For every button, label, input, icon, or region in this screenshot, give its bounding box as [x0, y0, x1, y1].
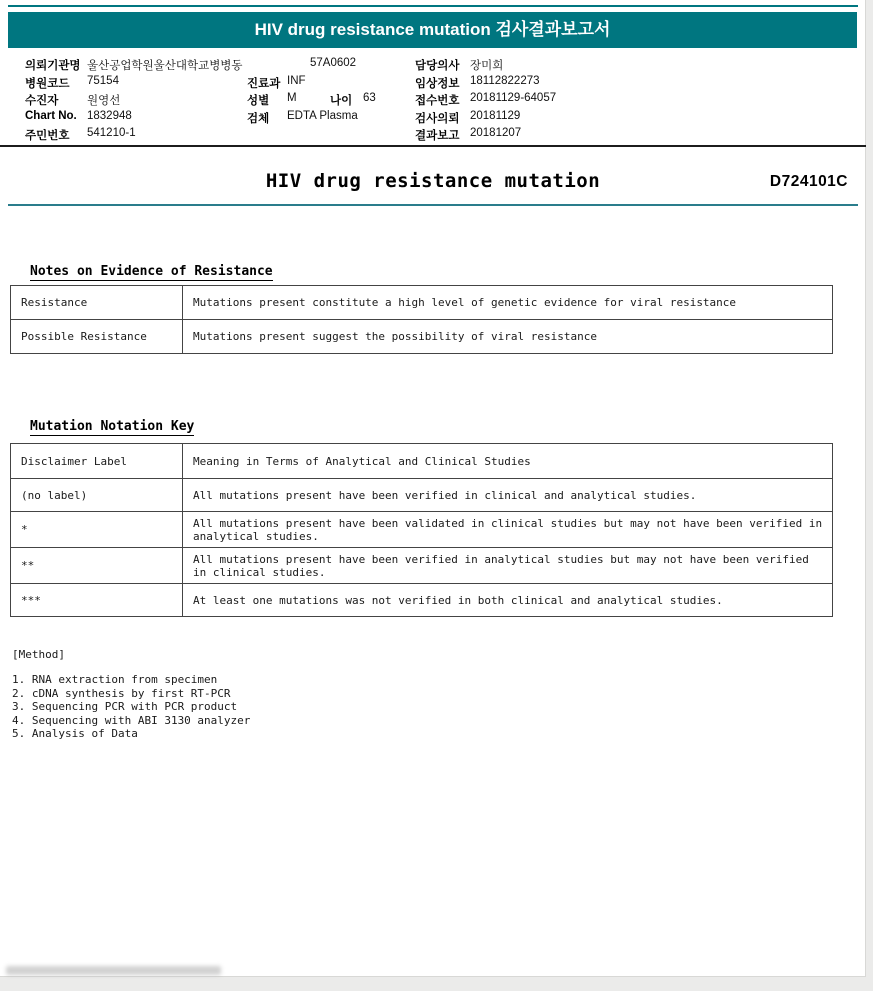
report-code: D724101C	[769, 173, 848, 190]
patient-info-row	[25, 92, 855, 107]
key-section-heading: Mutation Notation Key	[30, 419, 195, 434]
header-divider-rule	[0, 145, 866, 147]
patient-name-value: 원영선	[87, 95, 121, 107]
notes-table	[10, 285, 833, 354]
key-row-label: Disclaimer Label	[11, 444, 183, 479]
method-section	[12, 648, 712, 740]
sex-label: 성별	[247, 95, 270, 107]
key-row-text: Meaning in Terms of Analytical and Clinical Studies	[183, 444, 833, 479]
key-row-label: *	[11, 512, 183, 548]
receipt-no-value: 20181129-64057	[470, 92, 557, 104]
patient-info-row	[25, 75, 855, 90]
method-step: 2. cDNA synthesis by first RT-PCR	[12, 686, 231, 700]
sex-value: M	[287, 92, 297, 104]
table-row	[11, 444, 833, 479]
method-step: 4. Sequencing with ABI 3130 analyzer	[12, 713, 251, 727]
top-rule	[8, 5, 858, 7]
clinical-info-value: 18112822273	[470, 75, 540, 87]
report-header-title: HIV drug resistance mutation 검사결과보고서	[254, 20, 611, 39]
table-row	[11, 548, 833, 584]
patient-name-label: 수진자	[25, 95, 59, 107]
age-value: 63	[363, 92, 376, 104]
request-date-label: 검사의뢰	[415, 113, 460, 125]
mutation-key-table	[10, 443, 833, 617]
hospital-code-value: 75154	[87, 75, 119, 87]
receipt-no-label: 접수번호	[415, 95, 460, 107]
title-divider-rule	[8, 204, 858, 206]
patient-info-row	[25, 110, 855, 125]
key-row-label: ***	[11, 584, 183, 617]
specimen-value: EDTA Plasma	[287, 110, 358, 122]
age-label: 나이	[330, 95, 353, 107]
report-date-label: 결과보고	[415, 130, 460, 142]
department-value: INF	[287, 75, 306, 87]
hospital-code-label: 병원코드	[25, 78, 70, 90]
notes-section-heading: Notes on Evidence of Resistance	[30, 264, 273, 279]
key-row-label: (no label)	[11, 479, 183, 512]
department-label: 진료과	[247, 78, 281, 90]
method-step: 1. RNA extraction from specimen	[12, 673, 218, 686]
chart-no-value: 1832948	[87, 110, 132, 122]
org-code-value: 57A0602	[310, 57, 357, 69]
report-title-row	[0, 170, 866, 198]
notes-row-text: Mutations present constitute a high level of genetic evidence for viral resistance	[183, 286, 833, 320]
notes-row-label: Resistance	[11, 286, 183, 320]
table-row	[11, 286, 833, 320]
report-title: HIV drug resistance mutation	[265, 170, 601, 192]
ssn-label: 주민번호	[25, 130, 70, 142]
key-row-text: All mutations present have been verified in clinical and analytical studies.	[183, 479, 833, 512]
report-date-value: 20181207	[470, 127, 522, 139]
method-step: 5. Analysis of Data	[12, 727, 138, 740]
patient-info-block	[25, 57, 855, 145]
request-date-value: 20181129	[470, 110, 521, 122]
method-heading: [Method]	[12, 648, 65, 661]
footer-smudge-text	[6, 966, 221, 975]
specimen-label: 검체	[247, 113, 270, 125]
doctor-value: 장미희	[470, 60, 504, 72]
ssn-value: 541210-1	[87, 127, 136, 139]
method-steps	[12, 673, 250, 741]
patient-info-row	[25, 127, 855, 142]
key-row-text: At least one mutations was not verified in both clinical and analytical studies.	[183, 584, 833, 617]
doctor-label: 담당의사	[415, 60, 460, 72]
key-row-label: **	[11, 548, 183, 584]
notes-row-text: Mutations present suggest the possibility of viral resistance	[183, 320, 833, 354]
chart-no-label: Chart No.	[25, 110, 77, 122]
notes-row-label: Possible Resistance	[11, 320, 183, 354]
table-row	[11, 479, 833, 512]
table-row	[11, 512, 833, 548]
key-row-text: All mutations present have been verified in analytical studies but may not have been verified in clinical studies.	[183, 548, 833, 584]
org-value: 울산공업학원울산대학교병병동	[87, 60, 243, 72]
table-row	[11, 584, 833, 617]
method-step: 3. Sequencing PCR with PCR product	[12, 700, 238, 713]
report-header-bar	[8, 12, 857, 48]
clinical-info-label: 임상정보	[415, 78, 460, 90]
key-row-text: All mutations present have been validated in clinical studies but may not have been verified in analytical studies.	[183, 512, 833, 548]
patient-info-row	[25, 57, 855, 72]
table-row	[11, 320, 833, 354]
org-label: 의뢰기관명	[25, 60, 81, 72]
